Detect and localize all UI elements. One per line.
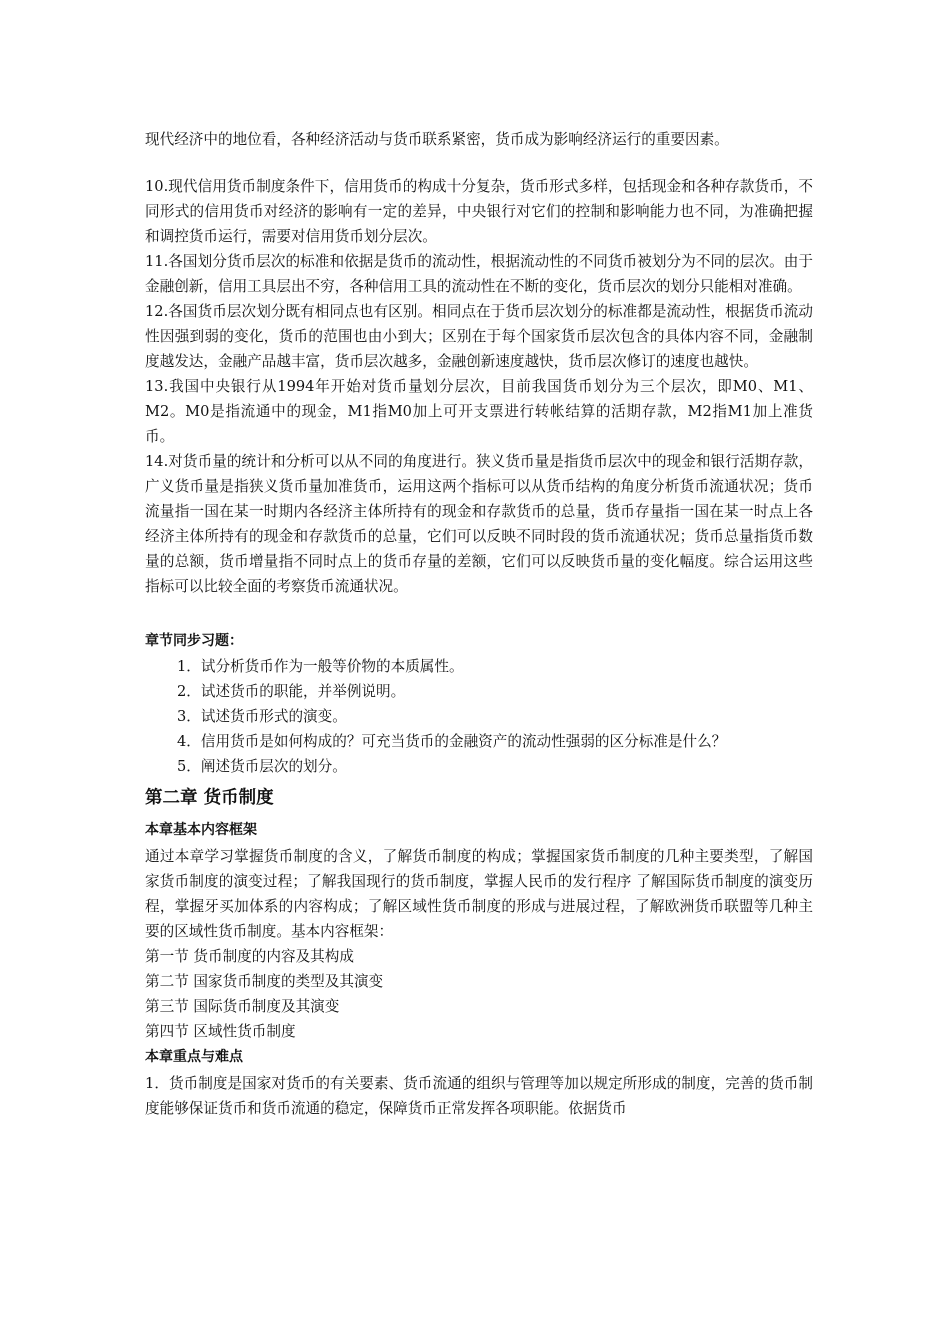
exercise-item: 5．阐述货币层次的划分。 <box>177 758 347 775</box>
section-item: 第一节 货币制度的内容及其构成 <box>145 948 354 965</box>
framework-paragraph: 通过本章学习掌握货币制度的含义，了解货币制度的构成；掌握国家货币制度的几种主要类型，了解国家货币制度的演变过程；了解我国现行的货币制度，掌握人民币的发行程序 了解国际货币制度的演变历程，掌握牙买加体系的内容构成；了解区域性货币制度的形成与进展过程，了解欧洲货币联盟等几种主要的区域性货币制度。基本内容框架： <box>145 848 813 940</box>
continuation-paragraph: 现代经济中的地位看，各种经济活动与货币联系紧密，货币成为影响经济运行的重要因素。 <box>145 131 729 148</box>
exercise-item: 4．信用货币是如何构成的？可充当货币的金融资产的流动性强弱的区分标准是什么？ <box>177 733 727 750</box>
framework-heading: 本章基本内容框架 <box>145 822 257 838</box>
point-14: 14.对货币量的统计和分析可以从不同的角度进行。狭义货币量是指货币层次中的现金和银行活期存款，广义货币量是指狭义货币量加准货币，运用这两个指标可以从货币结构的角度分析货币流通状况；货币流量指一国在某一时期内各经济主体所持有的现金和存款货币的总量，货币存量指一国在某一时点上各经济主体所持有的现金和存款货币的总量，它们可以反映不同时段的货币流通状况；货币总量指货币数量的总额，货币增量指不同时点上的货币存量的差额，它们可以反映货币量的变化幅度。综合运用这些指标可以比较全面的考察货币流通状况。 <box>145 453 813 595</box>
exercise-item: 2．试述货币的职能，并举例说明。 <box>177 683 406 700</box>
key-points-heading: 本章重点与难点 <box>145 1049 243 1065</box>
exercise-item: 1．试分析货币作为一般等价物的本质属性。 <box>177 658 464 675</box>
exercises-heading: 章节同步习题： <box>145 633 243 649</box>
point-12: 12.各国货币层次划分既有相同点也有区别。相同点在于货币层次划分的标准都是流动性，根据货币流动性因强到弱的变化，货币的范围也由小到大；区别在于每个国家货币层次包含的具体内容不同，金融制度越发达，金融产品越丰富，货币层次越多，金融创新速度越快，货币层次修订的速度也越快。 <box>145 303 813 370</box>
point-10: 10.现代信用货币制度条件下，信用货币的构成十分复杂，货币形式多样，包括现金和各种存款货币，不同形式的信用货币对经济的影响有一定的差异，中央银行对它们的控制和影响能力也不同，为准确把握和调控货币运行，需要对信用货币划分层次。 <box>145 178 813 245</box>
spacer <box>145 152 813 174</box>
document-page <box>145 127 813 1121</box>
point-11: 11.各国划分货币层次的标准和依据是货币的流动性，根据流动性的不同货币被划分为不同的层次。由于金融创新，信用工具层出不穷，各种信用工具的流动性在不断的变化，货币层次的划分只能相对准确。 <box>145 253 813 295</box>
spacer <box>145 599 813 629</box>
section-item: 第三节 国际货币制度及其演变 <box>145 998 340 1015</box>
exercise-item: 3．试述货币形式的演变。 <box>177 708 347 725</box>
key-points-paragraph: 1．货币制度是国家对货币的有关要素、货币流通的组织与管理等加以规定所形成的制度，完善的货币制度能够保证货币和货币流通的稳定，保障货币正常发挥各项职能。依据货币 <box>145 1075 813 1117</box>
chapter-title: 第二章 货币制度 <box>145 788 274 808</box>
section-item: 第四节 区域性货币制度 <box>145 1023 296 1040</box>
section-item: 第二节 国家货币制度的类型及其演变 <box>145 973 384 990</box>
point-13: 13.我国中央银行从1994年开始对货币量划分层次，目前我国货币划分为三个层次，即M0、M1、M2。M0是指流通中的现金，M1指M0加上可开支票进行转帐结算的活期存款，M2指M1加上准货币。 <box>145 378 813 445</box>
